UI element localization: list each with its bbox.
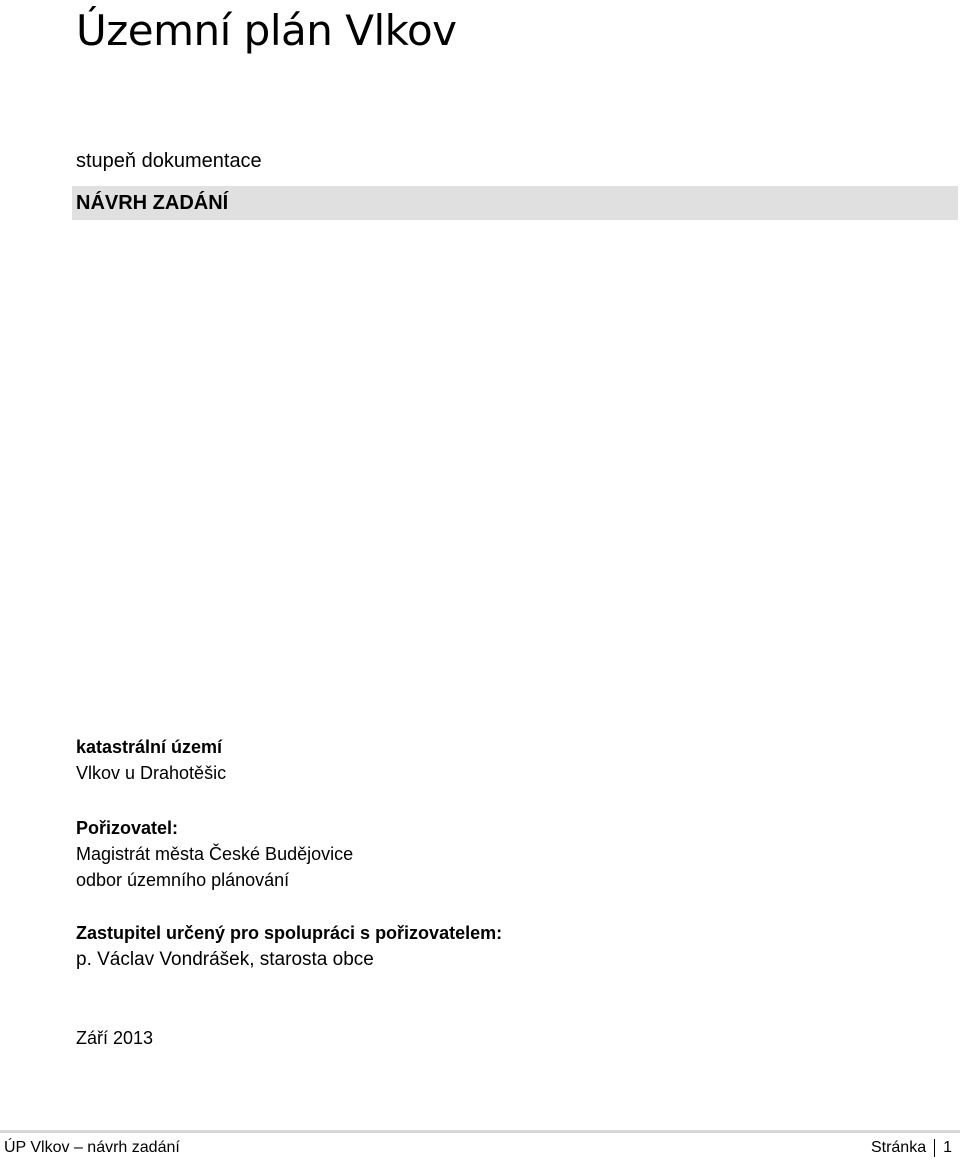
page-title: Územní plán Vlkov	[76, 6, 457, 55]
stage-bar	[72, 186, 958, 220]
stage-value: NÁVRH ZADÁNÍ	[76, 192, 229, 214]
footer-page-label: Stránka	[870, 1139, 927, 1156]
document-date	[76, 1025, 153, 1051]
footer-title: ÚP Vlkov – návrh zadání	[4, 1139, 180, 1156]
procurer-line2: odbor územního plánování	[76, 870, 290, 890]
procurer-block	[76, 815, 353, 893]
footer-page-number: 1	[943, 1139, 952, 1156]
cadastre-block	[76, 734, 226, 786]
footer-separator	[934, 1139, 935, 1157]
footer-rule	[0, 1130, 960, 1133]
cadastre-value: Vlkov u Drahotěšic	[76, 763, 227, 783]
footer-page	[871, 1137, 952, 1159]
procurer-label: Pořizovatel:	[76, 818, 179, 838]
procurer-line1: Magistrát města České Budějovice	[76, 844, 354, 864]
date-text: Září 2013	[76, 1028, 154, 1048]
representative-value: p. Václav Vondrášek, starosta obce	[76, 949, 374, 970]
representative-block	[76, 920, 502, 974]
representative-label: Zastupitel určený pro spolupráci s pořizovatelem:	[76, 923, 503, 943]
stage-label: stupeň dokumentace	[76, 150, 262, 172]
cadastre-label: katastrální území	[76, 737, 223, 757]
